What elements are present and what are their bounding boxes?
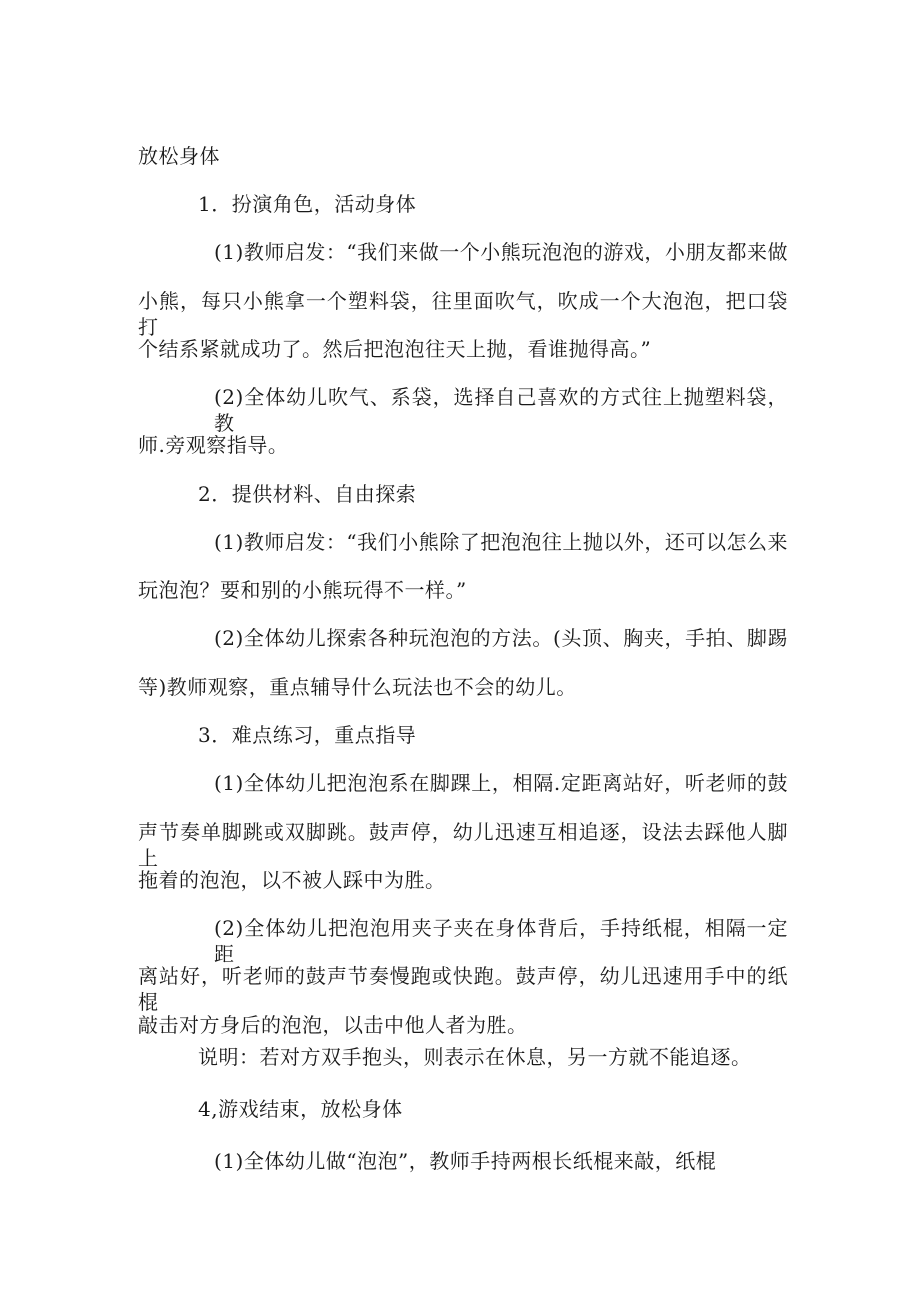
- paragraph-line: (1)全体幼儿做“泡泡”，教师手持两根长纸棍来敲，纸棍: [214, 1149, 717, 1173]
- section-heading-2: 2．提供材料、自由探索: [198, 482, 417, 506]
- section-heading-1: 1．扮演角色，活动身体: [198, 192, 417, 216]
- paragraph-line: (1)全体幼儿把泡泡系在脚踝上，相隔.定距离站好，听老师的鼓: [214, 771, 788, 795]
- paragraph-line: 等)教师观察，重点辅导什么玩法也不会的幼儿。: [138, 675, 577, 699]
- section-heading-4: 4,游戏结束，放松身体: [198, 1097, 403, 1121]
- paragraph-line: 师.旁观察指导。: [138, 433, 289, 457]
- section-heading-3: 3．难点练习，重点指导: [198, 723, 417, 747]
- paragraph-line: (2)全体幼儿探索各种玩泡泡的方法。(头顶、胸夹，手拍、脚踢: [214, 626, 788, 650]
- paragraph-line: 声节奏单脚跳或双脚跳。鼓声停，幼儿迅速互相追逐，设法去踩他人脚上: [138, 820, 788, 870]
- paragraph-line: 敲击对方身后的泡泡，以击中他人者为胜。: [138, 1013, 528, 1037]
- note-line: 说明：若对方双手抱头，则表示在休息，另一方就不能追逐。: [198, 1045, 752, 1069]
- paragraph-line: (2)全体幼儿吹气、系袋，选择自己喜欢的方式往上抛塑料袋，教: [214, 385, 788, 435]
- text-line-continuation: 放松身体: [138, 144, 220, 168]
- paragraph-line: 离站好，听老师的鼓声节奏慢跑或快跑。鼓声停，幼儿迅速用手中的纸棍: [138, 964, 788, 1014]
- paragraph-line: 玩泡泡？要和别的小熊玩得不一样。”: [138, 578, 467, 602]
- paragraph-line: (1)教师启发：“我们来做一个小熊玩泡泡的游戏，小朋友都来做: [214, 240, 788, 264]
- paragraph-line: (2)全体幼儿把泡泡用夹子夹在身体背后，手持纸棍，相隔一定距: [214, 916, 788, 966]
- paragraph-line: 小熊，每只小熊拿一个塑料袋，往里面吹气，吹成一个大泡泡，把口袋打: [138, 289, 788, 339]
- paragraph-line: (1)教师启发：“我们小熊除了把泡泡往上抛以外，还可以怎么来: [214, 530, 788, 554]
- paragraph-line: 拖着的泡泡，以不被人踩中为胜。: [138, 868, 446, 892]
- paragraph-line: 个结系紧就成功了。然后把泡泡往天上抛，看谁抛得高。”: [138, 337, 652, 361]
